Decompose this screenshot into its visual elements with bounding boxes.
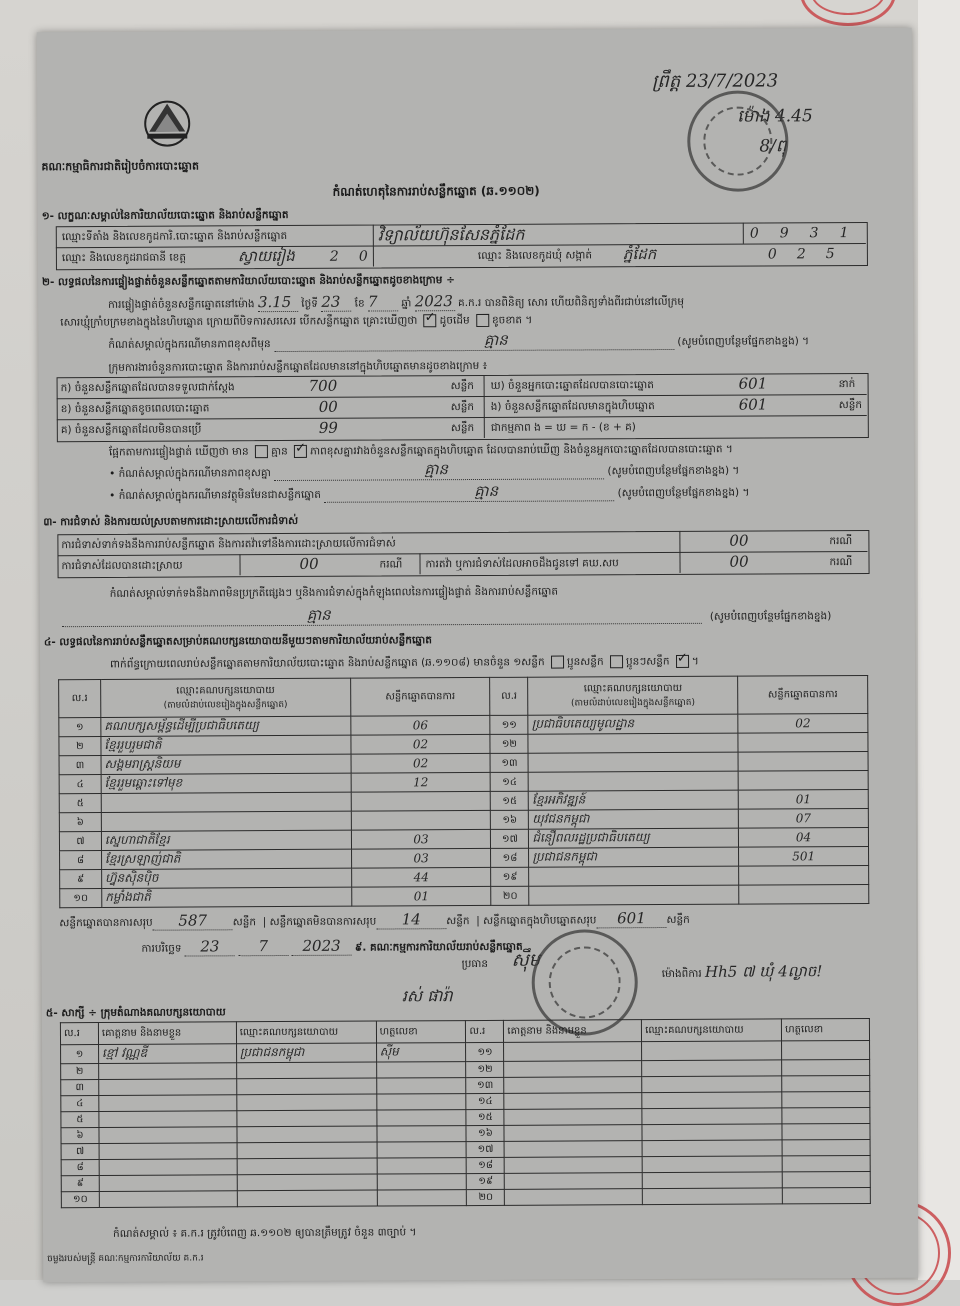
irregularity-note-value: គ្មាន: [306, 605, 331, 624]
chair-name: រស់ ផារ៉ា: [401, 986, 453, 1006]
witness-signature: [376, 1078, 466, 1094]
witness-name: [99, 1143, 237, 1160]
witness-party: [236, 1078, 376, 1095]
location-label: ឈ្មោះទីតាំង និងលេខកូដការិ.បោះឆ្នោត និងរាប់សន្លឹកឆ្នោត: [61, 229, 288, 244]
col-name-header: គោត្តនាម និងនាមខ្លួន: [98, 1022, 236, 1045]
handwritten-time-note: ម៉ោង 4.45: [737, 106, 813, 127]
unit-label: នាក់: [838, 378, 856, 391]
witness-signature: [782, 1139, 870, 1155]
party-name: ខ្មែររួមឆ្ពោះទៅមុខ: [101, 773, 351, 793]
vote-count: [351, 810, 491, 830]
province-code: 20: [329, 248, 388, 265]
spoiled-ballots-label: ខ) ចំនួនសន្លឹកឆ្នោតខូចពេលបោះឆ្នោត: [60, 402, 210, 416]
location-code: 0931: [749, 224, 870, 242]
witness-name: [505, 1173, 643, 1190]
party-name: [528, 733, 738, 753]
row-number: ១៤: [466, 1093, 504, 1109]
witness-name: [99, 1175, 237, 1192]
row-number: ៣: [59, 755, 101, 774]
ballots-in-box-value: 601: [738, 395, 768, 414]
form-title: កំណត់ហេតុនៃការរាប់សន្លឹកឆ្នោត (ឆ.១១០២): [332, 183, 540, 199]
witness-party: [237, 1110, 377, 1127]
irregularity-note-line: [62, 605, 702, 627]
row-number: ១១: [466, 1042, 504, 1061]
party-name: ហ្វ៊ុនស៊ិនប៉ិច: [102, 868, 352, 888]
witness-signature: [782, 1059, 870, 1075]
appeal-label: ការតវ៉ា ឬការជំទាស់ដែលអាចដឹងជូនទៅ គឃ.សប: [425, 557, 619, 571]
vote-count: [739, 884, 869, 904]
witness-party: [237, 1126, 377, 1143]
vote-count: 04: [739, 827, 869, 847]
row-number: ២: [61, 1063, 99, 1079]
row-number: ១៧: [491, 829, 529, 848]
row-number: ៤: [61, 1095, 99, 1111]
vote-count: 06: [350, 715, 490, 735]
vote-count: 12: [351, 772, 491, 792]
party-name: គណបក្សសម្ព័ន្ធដើម្បីប្រជាធិបតេយ្យ: [101, 716, 351, 736]
province-label: ឈ្មោះ និងលេខកូដរាជធានី ខេត្ត: [61, 251, 187, 265]
row-number: ១៣: [466, 1077, 504, 1093]
party-name: [528, 752, 738, 772]
row-number: ៥: [59, 793, 101, 812]
has-difference-checkbox[interactable]: [255, 445, 268, 458]
row-number: ៨: [61, 1159, 99, 1175]
time-line: ម៉ោងពិការ Hh5 ៧ ឃុំ 4ល្ងាច!: [661, 962, 823, 981]
one-sheet-checkbox[interactable]: [551, 656, 564, 669]
irregularity-note-label: កំណត់សម្គាល់ទាក់ទងនឹងភាពមិនប្រក្រតីផ្សេងៗ ឬនិងការជំទាស់ក្នុងកំឡុងពេលនៃការផ្ទៀងផ្ទាត់ និងការរាប់សន្លឹកឆ្នោត: [109, 585, 559, 600]
witness-name: [504, 1042, 642, 1062]
resolved-value: 00: [299, 554, 319, 573]
party-name: ខ្មែរស្រឡាញ់ជាតិ: [101, 849, 351, 869]
party-name: ស្នេហាជាតិខ្មែរ: [101, 830, 351, 850]
witness-name: [99, 1159, 237, 1176]
vote-count: [738, 770, 868, 790]
commune-code: 025: [767, 246, 855, 263]
row-number: ១៨: [467, 1157, 505, 1173]
witness-party: ប្រជាជនកម្ពុជា: [236, 1043, 376, 1063]
vote-count: [739, 865, 869, 885]
committee-name: គណៈកម្មាធិការជាតិរៀបចំការបោះឆ្នោត: [41, 159, 200, 174]
vote-count: 03: [351, 829, 491, 849]
witness-party: [642, 1041, 782, 1061]
witness-signature: [376, 1062, 466, 1078]
row-number: ១៨: [491, 848, 529, 867]
witness-signature: [377, 1110, 467, 1126]
seal-check-line: សោរឃ្មុំក្រាំបក្រមខាងក្នុងនៃហិបឆ្នោត ក្រោយពីបិទការសរសេរ បើកសន្លឹកឆ្នោត គ្រោះឃើញថា ✓ ដូចដើម ខូចខាត ។: [60, 314, 532, 330]
col-votes-header: សន្លឹកឆ្នោតបានការ: [738, 675, 868, 714]
witness-name: [504, 1141, 642, 1158]
adjacent-page: [918, 0, 960, 1280]
witness-party: [237, 1158, 377, 1175]
row-number: ១៦: [466, 1125, 504, 1141]
party-name: ប្រជាធិបតេយ្យមូលដ្ឋាន: [528, 714, 738, 734]
witness-name: [99, 1191, 237, 1208]
witness-party: [642, 1060, 782, 1077]
witness-party: [642, 1092, 782, 1109]
commune-value: ភ្នំដែក: [622, 245, 657, 264]
party-name: [529, 885, 739, 905]
commune-label: ឈ្មោះ និងលេខកូដឃុំ សង្កាត់: [477, 249, 593, 262]
col-sign-header: ហត្ថលេខា: [782, 1018, 870, 1040]
province-value: ស្វាយរៀង: [237, 246, 295, 266]
vote-count: 03: [351, 848, 491, 868]
received-ballots-value: 700: [308, 376, 338, 395]
row-number: ១៦: [491, 810, 529, 829]
party-name: សង្គមរាស្ត្រនិយម: [101, 754, 351, 774]
unit-label: សន្លឹក: [838, 398, 863, 412]
witness-party: [236, 1062, 376, 1079]
bottom-text: ចម្លងរបស់មន្ត្រី គណៈកម្មការការិយាល័យ គ.ក.រ: [47, 1253, 204, 1265]
row-number: ១៥: [466, 1109, 504, 1125]
section5-title: ៥- សាក្សី ÷ ក្រុមតំណាងគណបក្សនយោបាយ: [45, 1006, 226, 1020]
counting-line: ក្រុមការងារចំនួនការបោះឆ្នោត និងការរាប់សន្លឹកឆ្នោតដែលមាននៅក្នុងហិបឆ្នោតមានដូចខាងក្រោម ៖: [108, 359, 488, 374]
unit-label: ករណី: [829, 556, 853, 569]
witness-signature: [377, 1190, 467, 1206]
row-number: ២០: [491, 886, 529, 905]
witness-party: [237, 1142, 377, 1159]
row-number: ១១: [490, 715, 528, 734]
vote-count: 01: [351, 886, 491, 906]
witness-party: [237, 1190, 377, 1207]
col-votes-header: សន្លឹកឆ្នោតបានការ: [350, 677, 490, 716]
row-number: ១០: [61, 1191, 99, 1207]
row-number: ៨: [60, 850, 102, 869]
appeal-value: 00: [729, 552, 749, 571]
witness-signature: [377, 1126, 467, 1142]
party-name: ខ្មែរអភិវឌ្ឍន៍: [529, 790, 739, 810]
party-name: ជំនឿពលរដ្ឋប្រជាធិបតេយ្យ: [529, 828, 739, 848]
note2-line: • កំណត់សម្គាល់ក្នុងករណីមានភាពខុសគ្នា គ្មាន (សូមបំពេញបន្ថែមផ្នែកខាងខ្នង) ។: [109, 460, 740, 480]
ballots-in-box-label: ង) ចំនួនសន្លឹកឆ្នោតដែលមានក្នុងហិបឆ្នោត: [490, 400, 655, 413]
formula: ជាកម្មភាព ង = ឃ = ក - (ខ + គ): [490, 421, 636, 434]
handwritten-received-note: ព្រឹត្ត 23/7/2023: [651, 70, 779, 93]
witness-signature: [782, 1155, 870, 1171]
unused-ballots-value: 99: [318, 418, 338, 437]
col-no-header: ល.រ: [466, 1020, 504, 1042]
party-name: ប្រជាជនកម្ពុជា: [529, 847, 739, 867]
witness-party: [642, 1156, 782, 1173]
witness-name: [504, 1093, 642, 1110]
row-number: ៩: [61, 1175, 99, 1191]
witness-signature: [782, 1091, 870, 1107]
col-no-header: ល.រ: [490, 677, 528, 715]
unit-label: សន្លឹក: [450, 401, 475, 414]
unit-label: ករណី: [379, 558, 403, 571]
witness-signature: [377, 1142, 467, 1158]
witness-table: [60, 1018, 871, 1208]
row-number: ៩: [60, 869, 102, 888]
table-row: [61, 1187, 870, 1207]
damaged-checkbox[interactable]: [476, 314, 489, 327]
row-number: ១៥: [491, 791, 529, 810]
party-name: [101, 792, 351, 812]
section3-title: ៣- ការជំទាស់ និងការយល់ស្របតាមការដោះស្រាយលើការជំទាស់: [43, 514, 299, 529]
row-number: ១៣: [490, 753, 528, 772]
row-number: ៧: [61, 1143, 99, 1159]
witness-name: ខ្មៅ វណ្ណឌី: [98, 1044, 236, 1064]
witness-party: [642, 1076, 782, 1093]
party-name: [529, 771, 739, 791]
totals-line: សន្លឹកឆ្នោតបានការសរុប 587 សន្លឹក | សន្លឹកឆ្នោតមិនបានការសរុប 14 សន្លឹក | សន្លឹកឆ្នោតក្នុងហិបឆ្នោតសរុប 601 សន្លឹក: [59, 909, 690, 930]
witness-signature: [782, 1040, 870, 1059]
section2-title: ២- លទ្ធផលនៃការផ្ទៀងផ្ទាត់ចំនួនសន្លឹកឆ្នោតតាមការិយាល័យបោះឆ្នោត និងរាប់សន្លឹកឆ្នោតដូចខាងក្រោម ÷: [42, 274, 455, 289]
witness-party: [237, 1094, 377, 1111]
party-name: កម្លាំងជាតិ: [102, 887, 352, 907]
official-stamp-top: [687, 90, 789, 192]
row-number: ១២: [490, 734, 528, 753]
note3-line: • កំណត់សម្គាល់ក្នុងករណីមានវត្ថុមិនមែនជាសន្លឹកឆ្នោត គ្មាន (សូមបំពេញបន្ថែមផ្នែកខាងខ្នង) ។: [109, 481, 750, 502]
col-party-header: ឈ្មោះគណបក្សនយោបាយ: [236, 1021, 376, 1044]
section1-title: ១- លក្ខណៈសម្គាល់នៃការិយាល័យបោះឆ្នោត និងរាប់សន្លឹកឆ្នោត: [41, 208, 289, 223]
row-number: ១: [61, 1044, 99, 1063]
objection-value: 00: [729, 531, 749, 550]
witness-signature: [782, 1171, 870, 1187]
row-number: ៧: [59, 831, 101, 850]
row-number: ២: [59, 736, 101, 755]
election-form-document: [37, 28, 919, 1283]
two-sheet-checkbox[interactable]: [610, 655, 623, 668]
row-number: ១: [59, 717, 101, 736]
witness-signature: [782, 1123, 870, 1139]
unit-label: សន្លឹក: [450, 422, 475, 435]
vote-count: 02: [738, 713, 868, 733]
witness-name: [505, 1157, 643, 1174]
footnote: កំណត់សម្គាល់ ៖ គ.ក.រ ត្រូវបំពេញ ឆ.១១០២ ឲ្យបានត្រឹមត្រូវ ចំនួន ៣ច្បាប់ ។: [112, 1226, 417, 1240]
unused-ballots-label: គ) ចំនួនសន្លឹកឆ្នោតដែលមិនបានប្រើ: [60, 423, 202, 437]
compare-line: ផ្អែកតាមការផ្ទៀងផ្ទាត់ ឃើញថា មាន គ្មាន ✓ ភាពខុសគ្នារវាងចំនួនសន្លឹកឆ្នោតក្នុងហិបឆ្នោត ដែលបានរាប់ឃើញ និងចំនួនអ្នកបោះឆ្នោតដែលបានបោះឆ្នោត ។: [109, 443, 733, 459]
witness-signature: [376, 1094, 466, 1110]
witness-name: [504, 1125, 642, 1142]
vote-count: [351, 791, 491, 811]
witness-name: [504, 1109, 642, 1126]
voters-label: ឃ) ចំនួនអ្នកបោះឆ្នោតដែលបានបោះឆ្នោត: [490, 379, 654, 392]
vote-count: 02: [351, 753, 491, 773]
note-hint: (សូមបំពេញបន្ថែមផ្នែកខាងខ្នង): [709, 610, 832, 623]
row-number: ១៩: [491, 867, 529, 886]
party-name: [529, 866, 739, 886]
row-number: ៣: [61, 1079, 99, 1095]
nec-emblem-icon: [135, 91, 199, 149]
witness-signature: ស៊ីម: [376, 1043, 466, 1062]
more-sheet-checkbox[interactable]: [676, 655, 689, 668]
received-ballots-label: ក) ចំនួនសន្លឹកឆ្នោតដែលបានទទួលជាក់ស្តែង: [60, 381, 235, 395]
vote-count: 501: [739, 846, 869, 866]
witness-signature: [782, 1075, 870, 1091]
col-name-header: គោត្តនាម និងនាមខ្លួន: [504, 1020, 642, 1043]
date-line: ការបរិច្ឆេទ 23 7 2023 ៩. គណៈកម្មការការិយាល័យរាប់សន្លឹកឆ្នោត: [141, 936, 523, 956]
party-name: ខ្មែររួបរួមជាតិ: [101, 735, 351, 755]
row-number: ៥: [61, 1111, 99, 1127]
row-number: ៦: [59, 812, 101, 831]
location-value: វិទ្យាល័យហ៊ុនសែនភ្នំដែក: [377, 224, 525, 245]
results-table: [58, 675, 869, 908]
objection-label: ការជំទាស់ទាក់ទងនឹងការរាប់សន្លឹកឆ្នោត និងការតវ៉ាទៅនឹងការដោះស្រាយលើការជំទាស់: [61, 537, 396, 552]
row-number: ១៧: [467, 1141, 505, 1157]
witness-name: [505, 1189, 643, 1206]
witness-party: [643, 1188, 783, 1205]
col-party-header: ឈ្មោះគណបក្សនយោបាយ (តាមលំដាប់លេខរៀងក្នុងសន្លឹកឆ្នោត): [528, 676, 738, 715]
chair-label: ប្រធាន: [461, 957, 489, 971]
witness-name: [99, 1127, 237, 1144]
row-number: ២០: [467, 1189, 505, 1205]
vote-count: 01: [738, 789, 868, 809]
witness-name: [99, 1079, 237, 1096]
party-name: យុវជនកម្ពុជា: [529, 809, 739, 829]
note-difference-line: កំណត់សម្គាល់ក្នុងករណីមានភាពខុសពីមុន គ្មាន (សូមបំពេញបន្ថែមផ្នែកខាងខ្នង) ។: [108, 330, 810, 351]
spoiled-ballots-value: 00: [318, 397, 338, 416]
vote-count: 02: [351, 734, 491, 754]
witness-party: [642, 1108, 782, 1125]
row-number: ១២: [466, 1061, 504, 1077]
witness-party: [642, 1124, 782, 1141]
witness-party: [642, 1172, 782, 1189]
unit-label: សន្លឹក: [450, 380, 474, 393]
voters-value: 601: [738, 374, 768, 393]
witness-signature: [782, 1187, 870, 1203]
intact-checkbox[interactable]: [424, 314, 437, 327]
witness-signature: [782, 1107, 870, 1123]
witness-name: [99, 1063, 237, 1080]
handwritten-initial-note: 8/ពុ: [759, 136, 787, 157]
col-no-header: ល.រ: [59, 679, 101, 717]
vote-count: 07: [738, 808, 868, 828]
witness-name: [99, 1111, 237, 1128]
row-number: ៦: [61, 1127, 99, 1143]
table-row: [60, 884, 869, 907]
row-number: ៤: [59, 774, 101, 793]
witness-name: [504, 1061, 642, 1078]
chair-signature: ស៊ឹម: [511, 949, 541, 971]
witness-name: [99, 1095, 237, 1112]
witness-signature: [377, 1174, 467, 1190]
witness-party: [642, 1140, 782, 1157]
col-party-header: ឈ្មោះគណបក្សនយោបាយ (តាមលំដាប់លេខរៀងក្នុងសន្លឹកឆ្នោត): [101, 678, 351, 717]
verification-line: ការផ្ទៀងផ្ទាត់ចំនួនសន្លឹកឆ្នោតនៅម៉ោង 3.15 ថ្ងៃទី 23 ខែ 7 ឆ្នាំ 2023 គ.ក.រ បានពិនិត្យ សោរ ហើយពិនិត្យទាំងពីរជាប់នៅលើក្រមុ: [108, 292, 685, 312]
vote-count: [738, 751, 868, 771]
col-party-header: ឈ្មោះគណបក្សនយោបាយ: [642, 1019, 782, 1042]
col-sign-header: ហត្ថលេខា: [376, 1021, 466, 1043]
vote-count: [738, 732, 868, 752]
witness-party: [237, 1174, 377, 1191]
section4-subtitle: ពាក់ព័ន្ធក្រោយពេលរាប់សន្លឹកឆ្នោតតាមការិយាល័យបោះឆ្នោត និងរាប់សន្លឹកឆ្នោត (ឆ.១១០៨) មានចំនួន ១សន្លឹក ប្អូនសន្លឹក ប្អូនៗសន្លឹក ✓ ។: [110, 655, 699, 671]
witness-name: [504, 1077, 642, 1094]
row-number: ១៤: [491, 772, 529, 791]
section4-title: ៤- លទ្ធផលនៃការរាប់សន្លឹកឆ្នោតសម្រាប់គណបក្សនយោបាយនីមួយៗតាមការិយាល័យរាប់សន្លឹកឆ្នោត: [43, 634, 432, 649]
row-number: ១០: [60, 888, 102, 907]
witness-signature: [377, 1158, 467, 1174]
unit-label: ករណី: [829, 535, 853, 548]
col-no-header: ល.រ: [60, 1022, 98, 1044]
row-number: ១៩: [467, 1173, 505, 1189]
resolved-label: ការជំទាស់ដែលបានដោះស្រាយ: [61, 559, 183, 573]
no-difference-checkbox[interactable]: [294, 445, 307, 458]
party-name: [101, 811, 351, 831]
vote-count: 44: [351, 867, 491, 887]
